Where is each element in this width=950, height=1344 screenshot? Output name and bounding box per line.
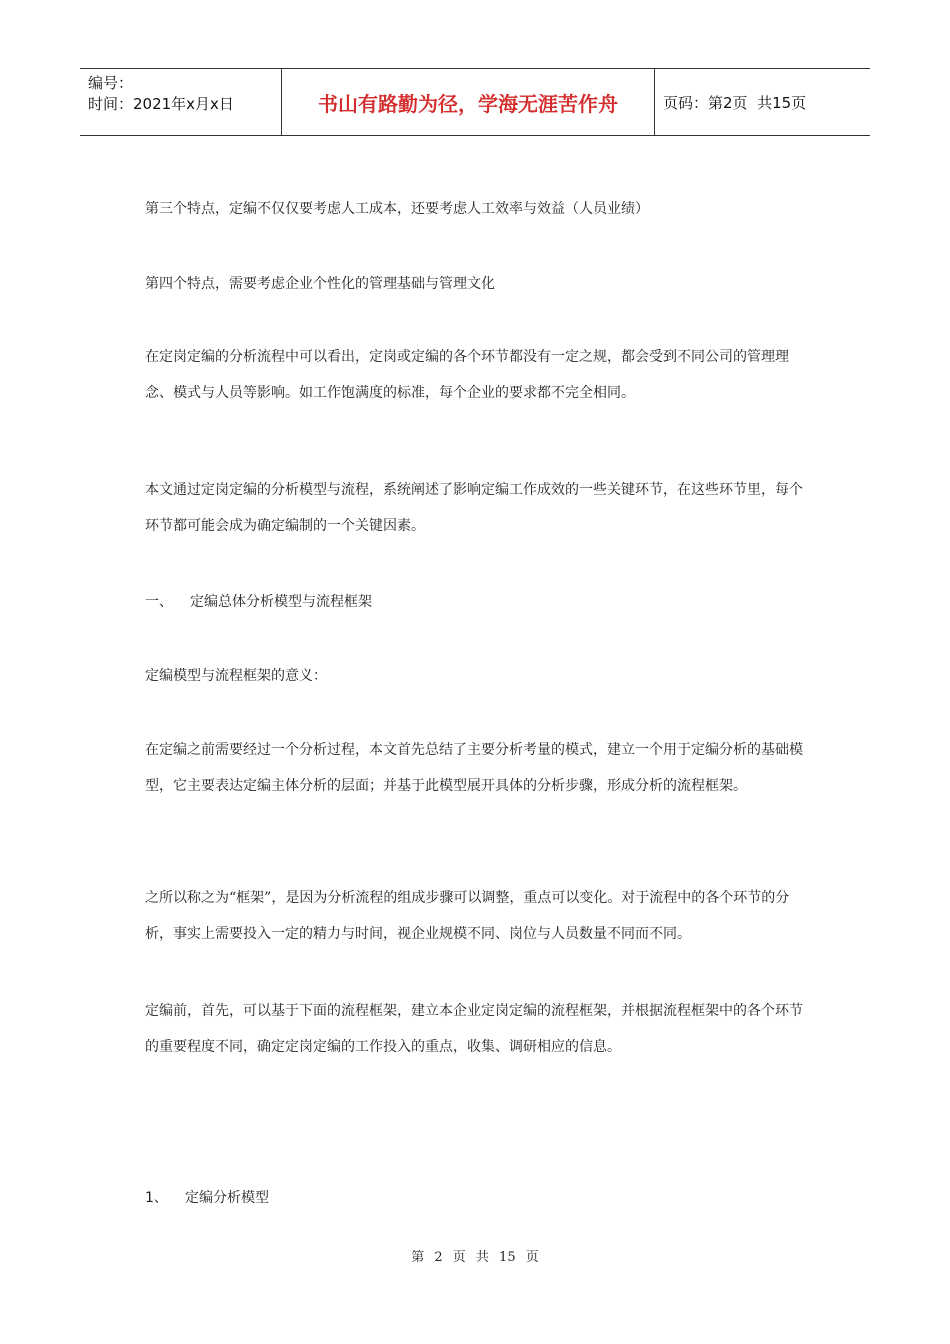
section-heading-2 — [145, 1188, 269, 1208]
header-motto: 书山有路勤为径，学海无涯苦作舟 — [318, 91, 618, 116]
header-page-cell — [655, 69, 870, 135]
header-page-number: 页码：第2页 共15页 — [663, 93, 807, 112]
paragraph-model-meaning: 定编模型与流程框架的意义： — [145, 668, 327, 684]
page-footer: 第 2 页 共 15 页 — [411, 1250, 539, 1265]
section-heading-1-title: 定编总体分析模型与流程框架 — [190, 594, 372, 610]
section-heading-2-title: 定编分析模型 — [185, 1190, 269, 1206]
paragraph-feature-four: 第四个特点，需要考虑企业个性化的管理基础与管理文化 — [145, 276, 495, 292]
paragraph-analysis-process: 在定编之前需要经过一个分析过程，本文首先总结了主要分析考量的模式，建立一个用于定编分析的基础模型，它主要表达定编主体分析的层面；并基于此模型展开具体的分析步骤，形成分析的流程框架。 — [145, 742, 803, 794]
document-date-label: 时间：2021年x月x日 — [88, 95, 234, 113]
header-table — [80, 68, 870, 136]
paragraph-analysis-flow: 在定岗定编的分析流程中可以看出，定岗或定编的各个环节都没有一定之规，都会受到不同公司的管理理念、模式与人员等影响。如工作饱满度的标准，每个企业的要求都不完全相同。 — [145, 349, 789, 401]
section-heading-1 — [145, 592, 372, 612]
paragraph-article-summary: 本文通过定岗定编的分析模型与流程，系统阐述了影响定编工作成效的一些关键环节，在这些环节里，每个环节都可能会成为确定编制的一个关键因素。 — [145, 482, 803, 534]
paragraph-feature-three: 第三个特点，定编不仅仅要考虑人工成本，还要考虑人工效率与效益（人员业绩） — [145, 201, 649, 217]
section-heading-1-number: 一、 — [145, 594, 173, 610]
header-info-cell — [80, 69, 281, 135]
paragraph-framework-reason: 之所以称之为“框架”，是因为分析流程的组成步骤可以调整，重点可以变化。对于流程中的各个环节的分析，事实上需要投入一定的精力与时间，视企业规模不同、岗位与人员数量不同而不同。 — [145, 890, 790, 942]
paragraph-before-staffing: 定编前，首先，可以基于下面的流程框架，建立本企业定岗定编的流程框架，并根据流程框架中的各个环节的重要程度不同，确定定岗定编的工作投入的重点，收集、调研相应的信息。 — [145, 1003, 803, 1055]
header-motto-cell — [281, 69, 655, 135]
section-heading-2-number: 1、 — [145, 1190, 168, 1206]
document-number-label: 编号： — [88, 74, 134, 92]
